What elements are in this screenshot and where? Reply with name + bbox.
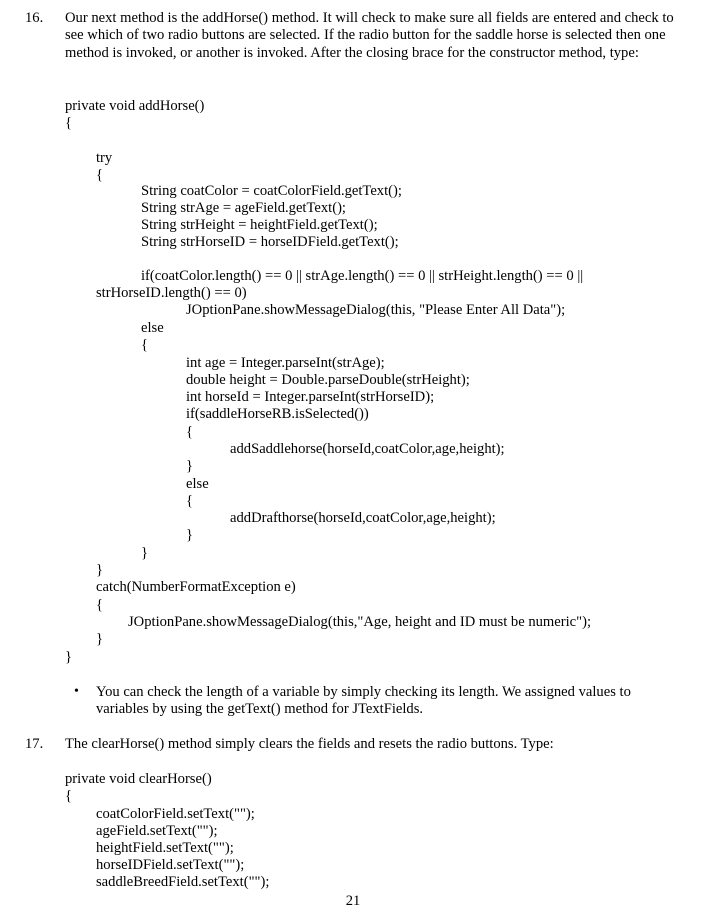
code-line: catch(NumberFormatException e) [96, 579, 296, 595]
code-line: double height = Double.parseDouble(strHeight); [186, 372, 470, 388]
item-17-text: The clearHorse() method simply clears the fields and resets the radio buttons. Type: [65, 736, 554, 752]
code-line: String strHorseID = horseIDField.getText(); [141, 234, 399, 250]
code-line: { [65, 115, 73, 131]
code-line: int horseId = Integer.parseInt(strHorseID); [186, 389, 435, 405]
code-line: if(saddleHorseRB.isSelected()) [186, 406, 369, 422]
code-line: JOptionPane.showMessageDialog(this, "Please Enter All Data"); [186, 302, 566, 318]
code-line: { [186, 493, 194, 509]
code-line: addDrafthorse(horseId,coatColor,age,height); [230, 510, 496, 526]
code-line: addSaddlehorse(horseId,coatColor,age,height); [230, 441, 505, 457]
code-line: { [65, 788, 73, 804]
code-line: else [141, 320, 164, 336]
code-line: } [186, 458, 194, 474]
item-17-number: 17. [25, 736, 44, 752]
code-line: { [96, 167, 104, 183]
code-line: coatColorField.setText(""); [96, 806, 255, 822]
code-line: JOptionPane.showMessageDialog(this,"Age, height and ID must be numeric"); [128, 614, 592, 630]
code-line: { [186, 424, 194, 440]
code-line: strHorseID.length() == 0) [96, 285, 247, 301]
code-line: int age = Integer.parseInt(strAge); [186, 355, 385, 371]
code-line: if(coatColor.length() == 0 || strAge.length() == 0 || strHeight.length() == 0 || [141, 268, 584, 284]
code-line: String coatColor = coatColorField.getText(); [141, 183, 402, 199]
code-line: horseIDField.setText(""); [96, 857, 245, 873]
code-line: { [141, 337, 149, 353]
code-line: } [141, 545, 149, 561]
code-line: try [96, 150, 113, 166]
bullet-icon: • [74, 684, 79, 699]
code-line: heightField.setText(""); [96, 840, 234, 856]
item-16-number: 16. [25, 10, 44, 26]
code-line: } [96, 562, 104, 578]
code-line: else [186, 476, 209, 492]
code-line: ageField.setText(""); [96, 823, 218, 839]
code-line: String strAge = ageField.getText(); [141, 200, 346, 216]
code-line: } [96, 631, 104, 647]
code-line: private void addHorse() [65, 98, 205, 114]
code-line: private void clearHorse() [65, 771, 212, 787]
code-line: saddleBreedField.setText(""); [96, 874, 270, 890]
code-line: } [65, 649, 73, 665]
page-number: 21 [345, 893, 361, 909]
bullet-text: You can check the length of a variable by simply checking its length. We assigned values to variables by using the getText() method for JTextFields. [96, 684, 631, 718]
code-line: { [96, 597, 104, 613]
code-line: String strHeight = heightField.getText(); [141, 217, 378, 233]
item-16-text: Our next method is the addHorse() method. It will check to make sure all fields are entered and check to see which of two radio buttons are selected. If the radio button for the saddle horse is selected then one method is invoked, or another is invoked. After the closing brace for the constructor method, type: [65, 10, 674, 61]
code-line: } [186, 527, 194, 543]
